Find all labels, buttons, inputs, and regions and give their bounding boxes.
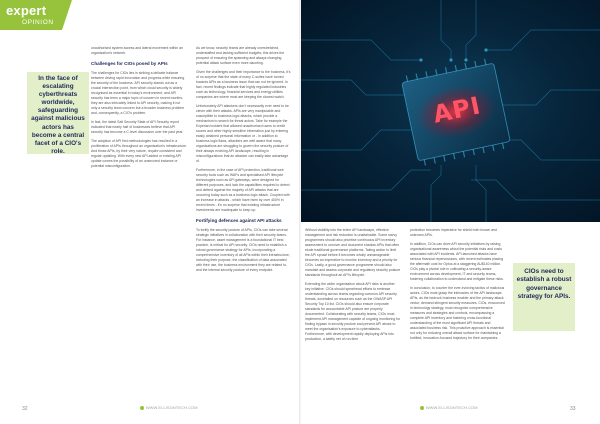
paragraph: Unfortunately API attackers don't necessarily ever need to be clever with their attacks. APIs are very manipulable and susceptible to business logic attacks, which provide a mechanism to search for threat actors. Take for example the Experian incident that allowed unauthorised users to credit scores and other highly sensitive information just by entering easily obtained personal information or - in addition to business logic flaws, attackers are well aware that many organisations are struggling to govern the security posture of their always evolving API landscape, resulting in misconfigurations that an attacker can easily take advantage of. <box>196 104 289 163</box>
article-column-1 <box>91 46 187 376</box>
api-label: API <box>430 91 484 129</box>
footer-url-text: WWW.ELLISONTECH.COM <box>146 406 198 410</box>
paragraph: Given the challenges and their importance to the business, it's of no surprise that the state of many C-suites have turned towards APIs as a business issue that can not be ignored. In fact, recent findings indicate that highly regulated industries such as technology, financial services and energy utilities companies are where most are keeping the closest watch. <box>196 70 291 99</box>
pull-quote-left: In the face of escalating cyberthreats worldwide, safeguarding against malicious actors has become a central facet of a CIO's role. <box>27 72 89 154</box>
paragraph: To fortify the security posture of APIs, CIOs can take several strategic initiatives in collaboration with their security teams. For instance, asset management is a foundational IT best practice, is critical for API security. CIOs need to establish a robust governance strategy for APIs, incorporating a comprehensive inventory of all APIs within their infrastructure, including their purpose, the classification of data associated with their use, the business environment they are related to, and the internal security posture of every endpoint. <box>196 228 290 272</box>
paragraph: In conclusion, to counter the ever-evolving tactics of malicious actors, CIOs must grasp the intricacies of the API landscape. APIs, as the bedrock business enabler and the primary attack vector, demand stringent security measures. CIOs, ensconced in technology strategy, must recognise comprehensive measures and strategies and controls, encompassing a complete API inventory and fostering cross-functional understanding of the most significant API threats and associated business risk. This proactive approach is essential not only for reducing overall attack surface for maintaining a fortified, innovation-focused trajectory for their companies. <box>410 286 505 340</box>
footer-url-right <box>420 406 478 410</box>
footer-url-left <box>140 406 198 410</box>
paragraph: Extending the wider organisation about API risks is another key initiative. CIOs should spearhead efforts to embrace understanding across teams regarding common API security threats, dovetailed on resources such as the OWASP API Security Top 10 list. CIOs should also ensure corporate standards for accountable API posture are properly documented. Collaborating with security teams, CIOs must implement API management capable of ongoing monitoring for finding bypass in security posture and prevent API abuse to meet the organisation's exposure to cyberattacks. Furthermore, with development rapidly deploying APIs into production, a safety net of run-time <box>305 282 401 341</box>
paragraph: unauthorised system access and lateral movement within an organisation's network. <box>91 46 183 55</box>
pull-quote-right: CIOs need to establish a robust governance strategy for APIs. <box>513 263 575 331</box>
paragraph: Furthermore, in the case of API protection, traditional web security tools such as WAFs and specialised API lifecycle technologies such as API gateways, were designed for different purposes, and lack the capabilities required to detect and defend against the majority of API attacks that are occurring today such as a business logic attack. Coupled with an increase in attacks - which have risen by over 400% in recent times - it's no surprise that existing infrastructure investments are inadequate to keep up. <box>196 168 290 212</box>
header-tab-left <box>0 0 62 30</box>
page-number-right: 33 <box>570 406 576 412</box>
footer-url-text: WWW.ELLISONTECH.COM <box>426 406 478 410</box>
article-column-2 <box>196 46 292 376</box>
paragraph: The challenges for CIOs lies in striking a delicate balance between driving rapid innovation and progress while ensuring the security of the business. API security stands out as a crucial intersection point, from which cloud security is widely recognised as essential in today's environment, and API security has been a major topic of concern in recent months; they are also intricately linked to API security, making it not only a security team concern but a broader business problem and, consequently, a CIO's problem. <box>91 71 185 115</box>
header-tab-left-tail <box>62 0 72 30</box>
paragraph: protection becomes imperative for shield both known and unknown APIs. <box>410 228 497 237</box>
paragraph: Without visibility into the entire API landscape, effective management and risk reduction is unattainable. Some savvy programmes should also prioritise continuous API inventory assessment to uncover and document shadow APIs that often elude traditional governance platforms. Taking action to limit the API sprawl before it becomes wholly unmanageable becomes an imperative to monitor inventory and a priority for CIOs. Lastly, a good governance programme should also mandate and assess corporate and regulatory security posture standards throughout an API's lifecycle. <box>305 228 401 277</box>
paragraph: The adoption of API first methodologies has resulted in a proliferation of APIs throughout an organisation's infrastructure. And those APIs, by their very nature, require consistent and regular updating. With every new API added or existing API update comes the possibility of an unsecured instance or potential misconfiguration. <box>91 139 187 168</box>
paragraph: As we know, security teams are already overstretched, understaffed and lacking sufficient budgets; this drives the prospect of ensuring the spawning and always changing potential attack surface even more daunting. <box>196 46 285 65</box>
section-title-left: expert <box>6 3 47 18</box>
api-hero-image <box>301 0 600 222</box>
page-number-left: 32 <box>22 406 28 412</box>
paragraph: In fact, the latest Salt Security State of API Security report indicated that nearly half of businesses believe that API security has become a C-level discussion over the past year. <box>91 120 184 134</box>
paragraph: In addition, CIOs can drive API security initiatives by raising organisational awareness about the potential risks and costs associated with API incidents. API-launched attacks have serious financial repercussions, with recent estimates placing the aftermath cost for Optus at a staggering AU$140 million. CIOs play a pivotal role in cultivating a security-aware environment across development, IT and security teams, fostering collaboration to understand and mitigate these risks. <box>410 242 504 281</box>
article-column-4 <box>410 228 506 378</box>
subheading: Challenges for CIOs posed by APIs <box>91 61 168 66</box>
globe-icon <box>420 406 424 410</box>
article-column-3 <box>305 228 401 378</box>
globe-icon <box>140 406 144 410</box>
section-subtitle-left: OPINION <box>22 19 54 26</box>
subheading: Fortifying defences against API attacks <box>196 218 282 223</box>
